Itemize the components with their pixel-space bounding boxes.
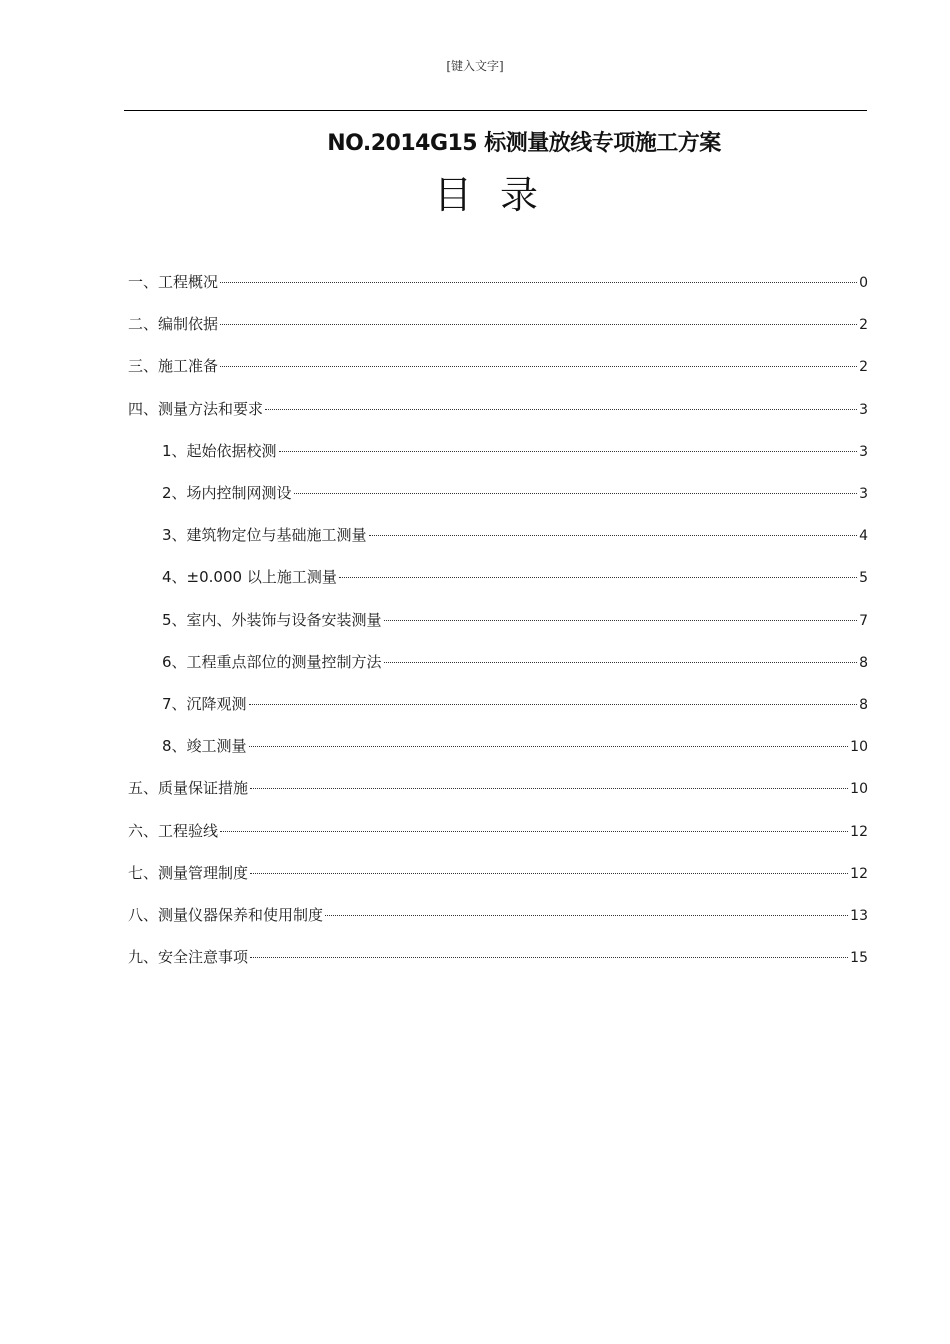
toc-entry-label: 4、±0.000 以上施工测量 bbox=[162, 568, 337, 587]
toc-entry-label: 2、场内控制网测设 bbox=[162, 484, 292, 502]
toc-heading: 目录 bbox=[433, 173, 566, 217]
toc-entry[interactable] bbox=[162, 692, 868, 716]
toc-page-number: 15 bbox=[850, 950, 868, 967]
toc-page-number: 10 bbox=[850, 781, 868, 798]
toc-entry-label: 九、安全注意事项 bbox=[128, 948, 249, 967]
toc-entry-label: 三、施工准备 bbox=[128, 357, 219, 376]
toc-dot-leader bbox=[220, 282, 857, 283]
toc-page-number: 3 bbox=[859, 401, 868, 418]
toc-page-number: 5 bbox=[859, 570, 868, 587]
toc-entry[interactable] bbox=[128, 354, 868, 378]
toc-entry-label: 八、测量仪器保养和使用制度 bbox=[128, 906, 324, 924]
toc-entry[interactable] bbox=[128, 270, 868, 294]
toc-dot-leader bbox=[384, 620, 858, 621]
toc-page-number: 2 bbox=[859, 359, 868, 376]
toc-entry[interactable] bbox=[162, 439, 868, 463]
toc-entry[interactable] bbox=[128, 903, 868, 927]
toc-entry[interactable] bbox=[162, 565, 868, 589]
toc-dot-leader bbox=[265, 409, 857, 410]
toc-dot-leader bbox=[220, 366, 857, 367]
toc-dot-leader bbox=[325, 915, 848, 916]
toc-entry-label: 1、起始依据校测 bbox=[162, 441, 277, 460]
toc-entry[interactable] bbox=[128, 819, 868, 843]
toc-page-number: 3 bbox=[859, 443, 868, 460]
toc-entry[interactable] bbox=[162, 734, 868, 758]
toc-entry[interactable] bbox=[162, 523, 868, 547]
toc-entry[interactable] bbox=[162, 608, 868, 632]
toc-entry[interactable] bbox=[162, 481, 868, 505]
toc-dot-leader bbox=[220, 324, 857, 325]
toc-entry[interactable] bbox=[128, 945, 868, 969]
toc-entry-label: 5、室内、外装饰与设备安装测量 bbox=[162, 610, 382, 629]
toc-page-number: 8 bbox=[859, 697, 868, 713]
toc-dot-leader bbox=[339, 577, 857, 578]
toc-page-number: 2 bbox=[859, 317, 868, 334]
toc-entry[interactable] bbox=[128, 397, 868, 421]
toc-dot-leader bbox=[250, 788, 848, 789]
toc-entry-label: 3、建筑物定位与基础施工测量 bbox=[162, 526, 367, 545]
header-divider bbox=[124, 110, 867, 111]
toc-page-number: 0 bbox=[859, 275, 868, 291]
toc-entry-label: 六、工程验线 bbox=[128, 821, 219, 840]
toc-entry-label: 一、工程概况 bbox=[128, 273, 219, 291]
toc-page-number: 8 bbox=[859, 654, 868, 671]
toc-dot-leader bbox=[250, 957, 848, 958]
document-title: NO.2014G15 标测量放线专项施工方案 bbox=[327, 131, 721, 156]
toc-entry-label: 五、质量保证措施 bbox=[128, 779, 249, 798]
toc-dot-leader bbox=[250, 873, 848, 874]
toc-page-number: 12 bbox=[850, 865, 868, 882]
toc-dot-leader bbox=[369, 535, 858, 536]
toc-dot-leader bbox=[220, 831, 848, 832]
toc-page-number: 4 bbox=[859, 528, 868, 545]
toc-page-number: 7 bbox=[859, 612, 868, 629]
toc-dot-leader bbox=[294, 493, 858, 494]
toc-entry[interactable] bbox=[128, 861, 868, 885]
toc-page-number: 12 bbox=[850, 823, 868, 840]
toc-dot-leader bbox=[279, 451, 858, 452]
toc-page-number: 13 bbox=[850, 908, 868, 924]
toc-entry-label: 8、竣工测量 bbox=[162, 737, 247, 756]
toc-dot-leader bbox=[249, 704, 858, 705]
toc-entry-label: 二、编制依据 bbox=[128, 315, 219, 334]
toc-entry[interactable] bbox=[128, 312, 868, 336]
toc-entry-label: 七、测量管理制度 bbox=[128, 863, 249, 882]
toc-entry-label: 6、工程重点部位的测量控制方法 bbox=[162, 652, 382, 671]
toc-entry-label: 7、沉降观测 bbox=[162, 695, 247, 713]
toc-page-number: 10 bbox=[850, 739, 868, 756]
toc-entry[interactable] bbox=[162, 650, 868, 674]
toc-dot-leader bbox=[249, 746, 849, 747]
toc-entry-label: 四、测量方法和要求 bbox=[128, 399, 264, 418]
toc-dot-leader bbox=[384, 662, 858, 663]
page-header-text: [键入文字] bbox=[446, 59, 504, 73]
toc-entry[interactable] bbox=[128, 776, 868, 800]
toc-page-number: 3 bbox=[859, 486, 868, 502]
